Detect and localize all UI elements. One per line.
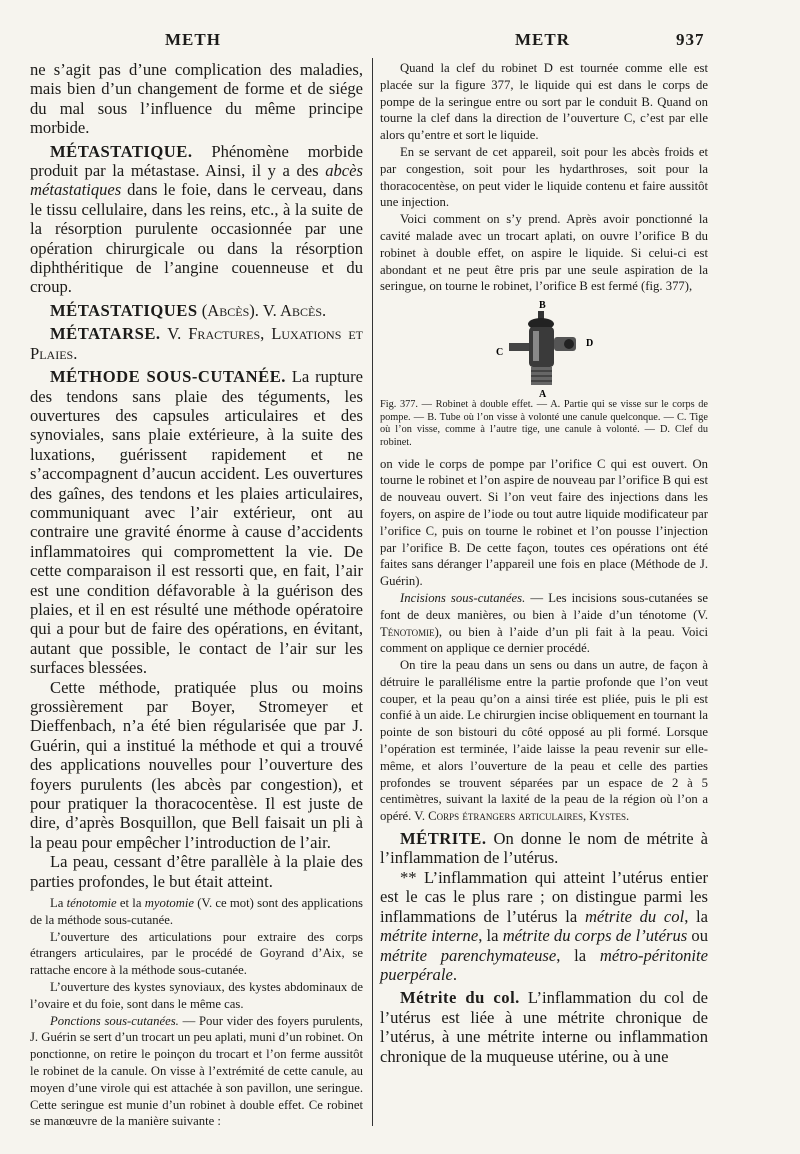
headword: MÉTASTATIQUE. — [50, 141, 193, 161]
paragraph-small: La ténotomie et la myotomie (V. ce mot) sont des applications de la méthode sous-cutanée. — [30, 896, 363, 927]
svg-text:C: C — [496, 347, 504, 359]
svg-text:B: B — [539, 300, 546, 312]
running-head-right: METR — [515, 30, 570, 49]
headword: MÉTATARSE. — [50, 324, 161, 344]
headword: MÉTHODE SOUS-CUTANÉE. — [50, 367, 286, 387]
paragraph-small: Incisions sous-cutanées. — Les incisions sous-cutanées se font de deux manières, ou bien à l’aide d’un ténotome (V. Ténotomie), ou bien à l’aide d’un pli fait à la peau. Voici comment on applique ce dernier procédé. — [380, 590, 708, 656]
paragraph: La peau, cessant d’être parallèle à la plaie des parties profondes, le but était atteint. — [30, 852, 363, 891]
left-column — [30, 60, 363, 1130]
entry-metrite: MÉTRITE. On donne le nom de métrite à l’inflammation de l’utérus. — [380, 829, 708, 868]
running-head-left: METH — [165, 30, 221, 49]
paragraph-small: Voici comment on s’y prend. Après avoir ponctionné la cavité malade avec un trocart aplati, on ouvre l’orifice B du robinet à double effet, on aspire le liquide. Si celui-ci est abondant et ne peut être pris par une seule aspiration de la seringue, on tourne le robinet, l’orifice B est fermé (fig. 377), — [380, 212, 708, 294]
figure-caption: Fig. 377. — Robinet à double effet. — A. Partie qui se visse sur le corps de pompe. — B. Tube où l’on visse à volonté une canule quelconque. — C. Tige où l’on visse, comme à l’autre tige, une canule à volonté. — D. Clef du robinet. — [380, 399, 708, 448]
figure-377 — [380, 299, 708, 399]
paragraph-small: L’ouverture des articulations pour extraire des corps étrangers articulaires, par le procédé de Goyrand d’Aix, se rattache encore à la méthode sous-cutanée. — [30, 929, 363, 978]
page-number: 937 — [676, 30, 705, 49]
svg-text:A: A — [539, 389, 547, 400]
entry-metatarse: MÉTATARSE. V. Fractures, Luxations et Plaies. — [30, 324, 363, 363]
column-rule — [372, 58, 373, 1126]
entry-metrite-du-col: Métrite du col. L’inflammation du col de l’utérus est liée à une métrite chronique de l’utérus, à une métrite interne ou inflammation chronique de la muqueuse utérine, ou à une — [380, 988, 708, 1066]
paragraph-small: Quand la clef du robinet D est tournée comme elle est placée sur la figure 377, le liquide qui est dans le corps de pompe de la seringue entre ou sort par le conduit B. Quand on tourne la clef dans la direction de l’ouverture C, c’est par elle alors qu’entre et sort le liquide. — [380, 61, 708, 143]
headword: Métrite du col. — [400, 988, 520, 1008]
asterism-mark: ** — [400, 867, 417, 887]
paragraph-small: on vide le corps de pompe par l’orifice C qui est ouvert. On tourne le robinet et l’on aspire de nouveau par l’orifice B qui est de nouveau ouvert. Si l’on veut faire des injections dans les foyers, on aspire de l’iode ou tout autre liquide modificateur par l’orifice C, puis on tourne le robinet et l’on pousse l’injection par l’orifice B. De cette façon, toutes ces opérations ont été faites sans déranger l’appareil une fois en place (Méthode de J. Guérin). — [380, 456, 708, 589]
headword: MÉTRITE. — [400, 829, 487, 849]
paragraph-small: L’ouverture des kystes synoviaux, des kystes abdominaux de l’ovaire et du foie, sont dans le même cas. — [30, 980, 363, 1011]
paragraph-small: En se servant de cet appareil, soit pour les abcès froids et par congestion, soit pour les hydarthroses, soit pour la thoracocentèse, on peut vider le liquide contenu et faire aussitôt une injection. — [380, 144, 708, 210]
entry-methode-sous-cutanee: MÉTHODE SOUS-CUTANÉE. La rupture des tendons sans plaie des téguments, les ouvertures des capsules articulaires et des synoviales, sans plaie extérieure, à la suite des luxations, guérissent rapidement et ne s’accompagnent d’aucun accident. Les ouvertures des gaînes, des tendons et les plaies articulaires, communiquant avec l’air extérieur, ont au contraire une gravité énorme à cause d’accidents inflammatoires qui compromettent la vie. De cette comparaison il est ressorti que, en fait, l’air est une condition défavorable à la guérison des plaies, et il en est résulté une méthode opératoire qui a pour but de faire des opérations, en évitant, autant que possible, le contact de l’air sur les surfaces blessées. — [30, 367, 363, 678]
headword: MÉTASTATIQUES — [50, 300, 198, 320]
paragraph-small: Ponctions sous-cutanées. — Pour vider des foyers purulents, J. Guérin se sert d’un trocart un peu aplati, muni d’un robinet. On ponctionne, on retire le poinçon du trocart et l’on ferme aussitôt le robinet de la canule. On visse à l’extrémité de cette canule, au moyen d’une virole qui est attachée à son pavillon, une seringue. Cette seringue est munie d’un robinet à double effet. Ce robinet se manœuvre de la manière suivante : — [30, 1013, 363, 1129]
paragraph-metastase-end: ne s’agit pas d’une complication des maladies, mais bien d’un changement de forme et de siége du mal sous l’influence du même principe morbide. — [30, 60, 363, 138]
svg-text:D: D — [586, 338, 594, 350]
robinet-illustration — [489, 299, 599, 399]
entry-metastatique: MÉTASTATIQUE. Phénomène morbide produit par la métastase. Ainsi, il y a des abcès métastatiques dans le foie, dans le cerveau, dans le tissu cellulaire, dans les reins, etc., à la suite de la résorption purulente occasionnée par une opération chirurgicale ou dans la résorption diphthéritique de l’angine couenneuse et du croup. — [30, 141, 363, 297]
right-column — [380, 60, 708, 1066]
entry-metastatiques: MÉTASTATIQUES (Abcès). V. Abcès. — [50, 300, 327, 320]
paragraph: Cette méthode, pratiquée plus ou moins grossièrement par Boyer, Stromeyer et Dieffenbach, n’a été bien régularisée que par J. Guérin, qui a institué la méthode et qui a trouvé des applications nouvelles pour l’ouverture des foyers purulents (les abcès par congestion), et pour pratiquer la thoracocentèse. Il est juste de dire, d’après Bosquillon, que Bell faisait un pli à la peau pour empêcher l’introduction de l’air. — [30, 677, 363, 852]
paragraph: ** L’inflammation qui atteint l’utérus entier est le cas le plus rare ; on distingue parmi les inflammations de l’utérus la métrite du col, la métrite interne, la métrite du corps de l’utérus ou métrite parenchymateuse, la métro-péritonite puerpérale. — [380, 867, 709, 984]
paragraph-small: On tire la peau dans un sens ou dans un autre, de façon à détruire le parallélisme entre la partie profonde que l’on veut couper, et la peau qu’on a ainsi tirée est pliée, puis le pli est confié à un aide. Le chirurgien incise obliquement en tournant la pointe de son bistouri du côté opposé au pli formé. Lorsque l’opération est terminée, l’aide laisse la peau revenir sur elle-même, et alors l’ouverture de la peau et celle des parties profondes se trouvent séparées par un espace de 2 à 5 centimètres, suivant la laxité de la peau de la région où l’on a opéré. V. Corps étrangers articulaires, Kystes. — [380, 658, 708, 824]
